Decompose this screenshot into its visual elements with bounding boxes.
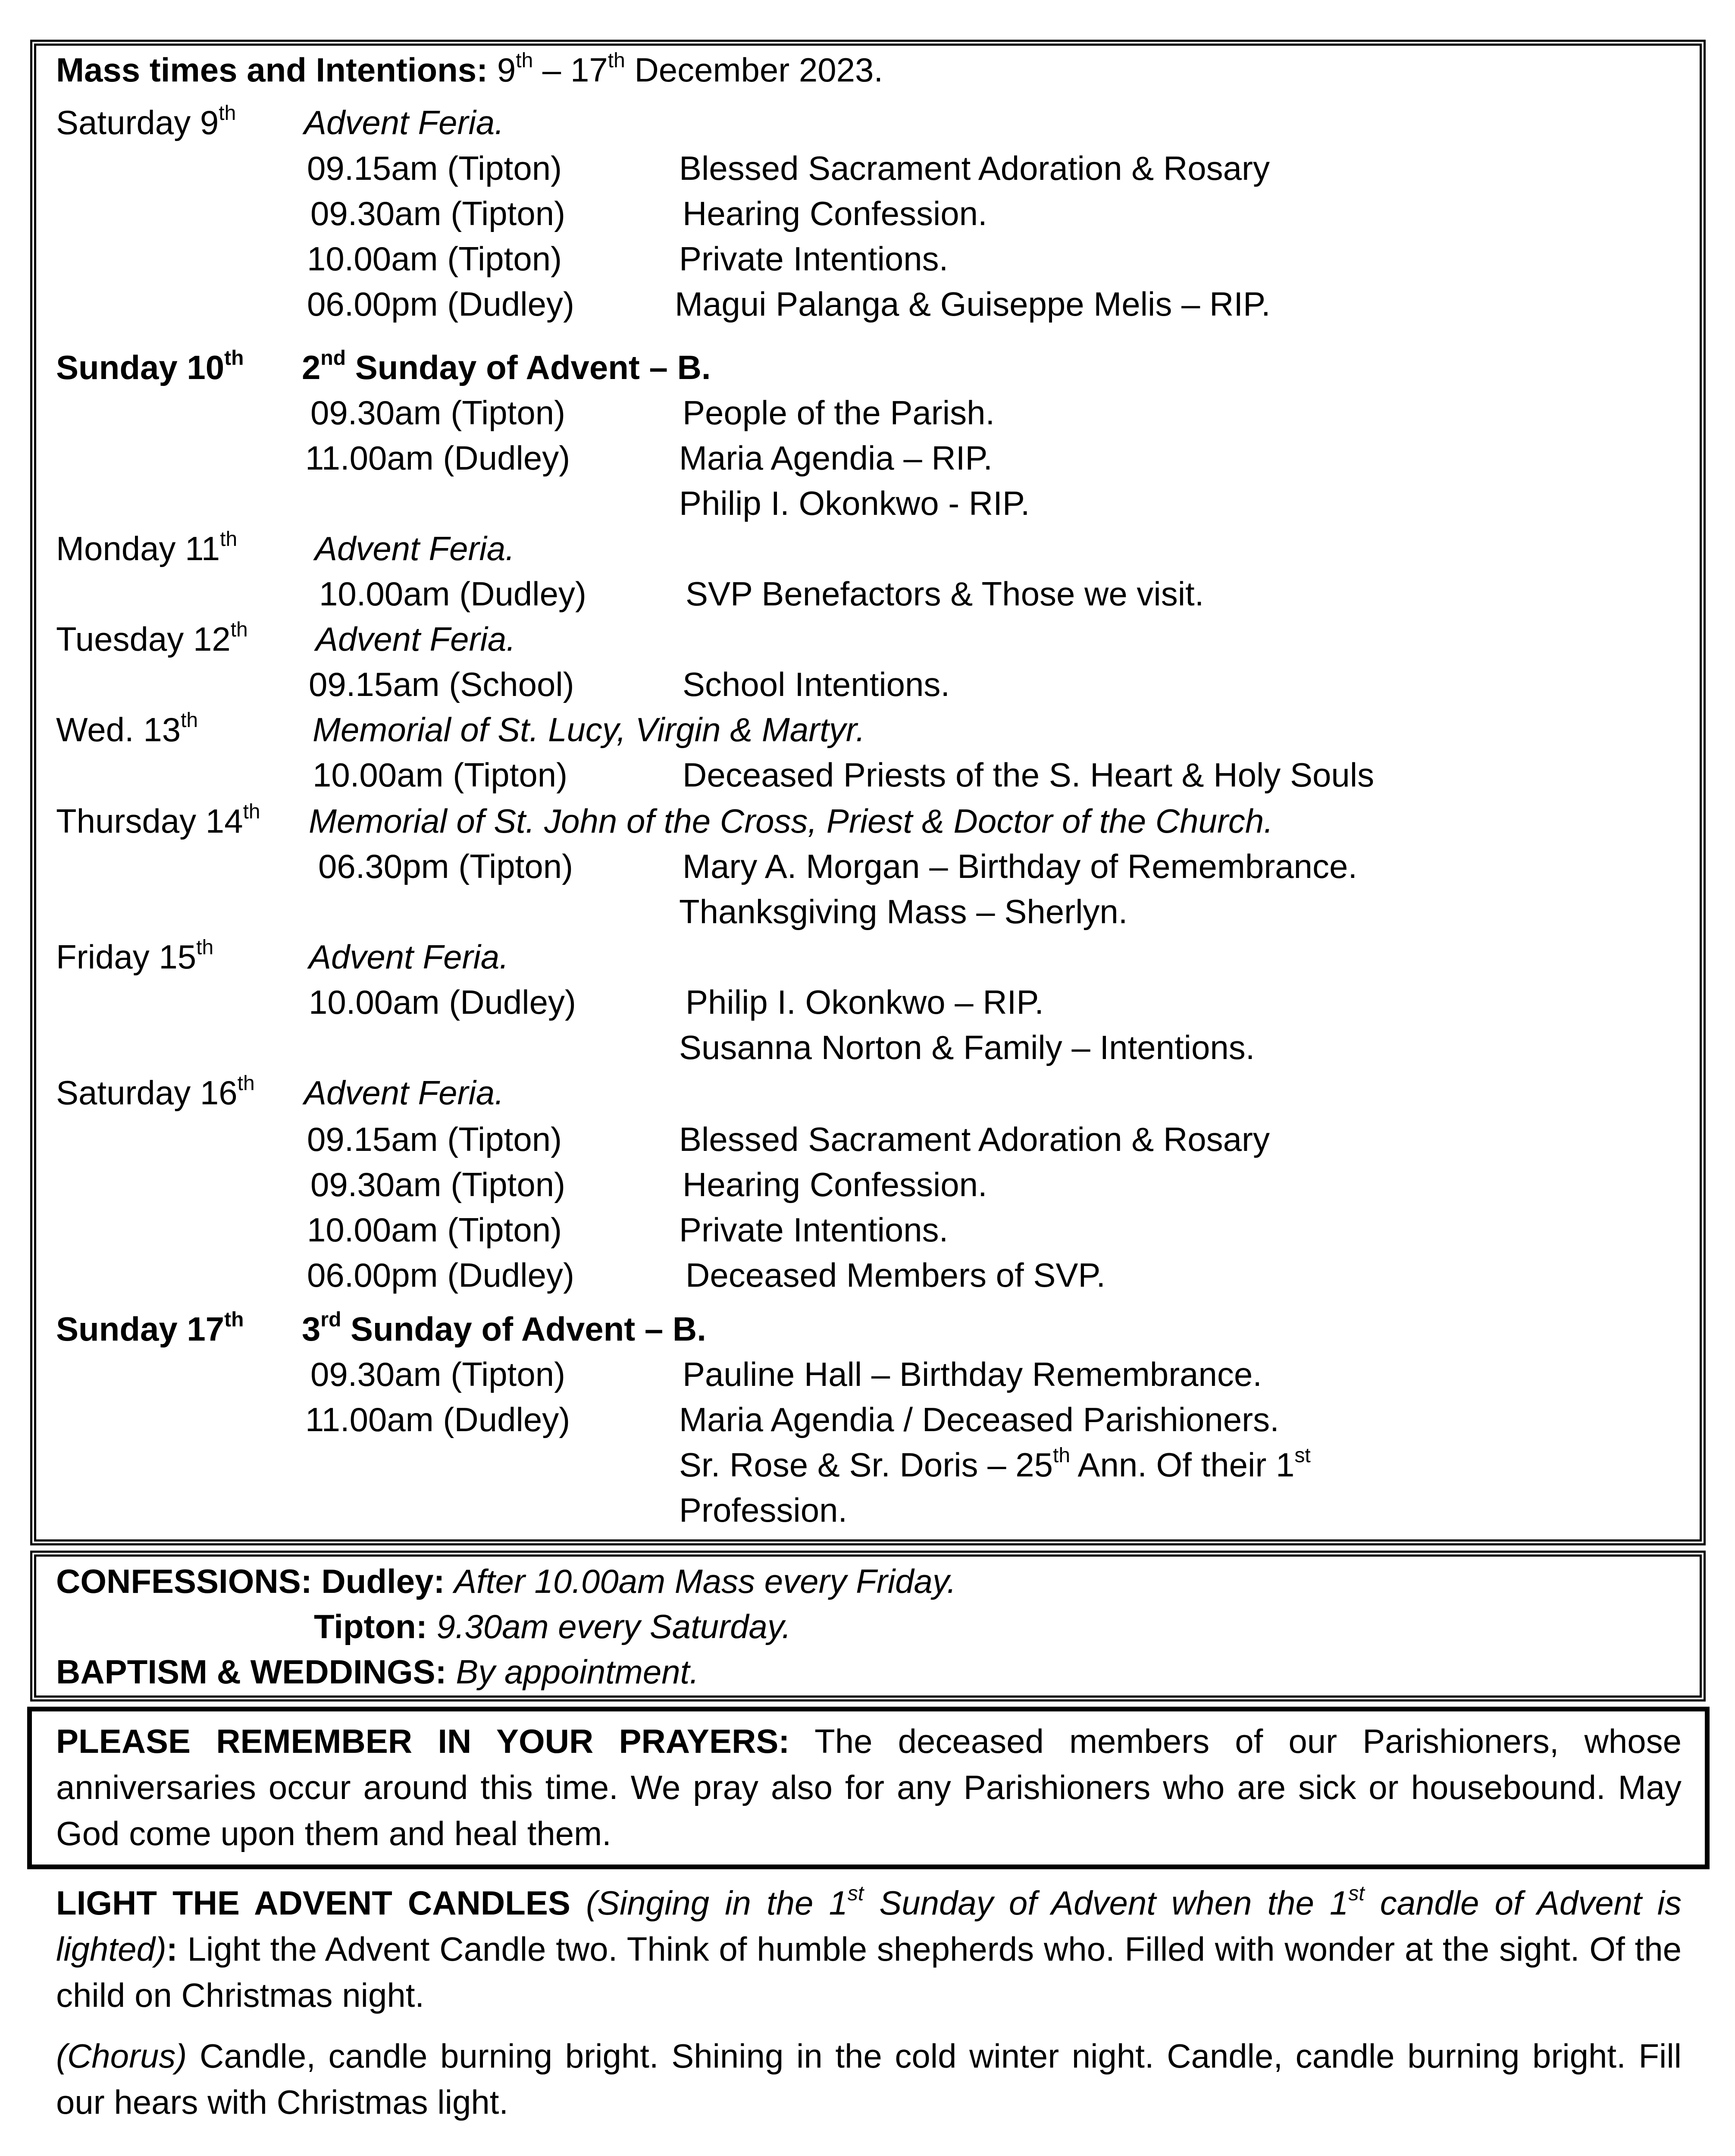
mass-intention: Magui Palanga & Guiseppe Melis – RIP. <box>675 285 1271 323</box>
mass-time: 10.00am (Dudley) <box>319 575 586 613</box>
feast-label: 2nd Sunday of Advent – B. <box>302 347 711 386</box>
mass-intention: Philip I. Okonkwo – RIP. <box>686 983 1044 1021</box>
ordinal-suffix: th <box>608 49 625 72</box>
ordinal-suffix: st <box>847 1882 864 1905</box>
mass-time: 10.00am (Tipton) <box>307 240 562 278</box>
mass-intention: Hearing Confession. <box>683 194 987 232</box>
feast-label: Advent Feria. <box>309 938 509 976</box>
chorus-paragraph <box>56 2033 1682 2125</box>
mass-time: 09.15am (Tipton) <box>307 149 562 187</box>
day-friday-15: Friday 15th <box>56 936 214 976</box>
ordinal-suffix: th <box>220 528 238 551</box>
mass-time: 09.15am (School) <box>309 665 574 703</box>
colon: : <box>166 1930 178 1968</box>
tipton-text: 9.30am every Saturday. <box>436 1608 791 1645</box>
dudley-text: After 10.00am Mass every Friday. <box>454 1562 956 1600</box>
ordinal-suffix: th <box>243 800 260 823</box>
mass-times-label: Mass times and Intentions: <box>56 51 488 89</box>
dudley-label: Dudley: <box>321 1562 445 1600</box>
mass-intention: Thanksgiving Mass – Sherlyn. <box>679 893 1128 931</box>
ordinal-suffix: th <box>237 1072 255 1095</box>
mass-intention: Susanna Norton & Family – Intentions. <box>679 1028 1255 1066</box>
mass-intention: Maria Agendia / Deceased Parishioners. <box>679 1401 1279 1438</box>
mass-intention: Blessed Sacrament Adoration & Rosary <box>679 1120 1270 1158</box>
date-range-start: 9 <box>497 51 516 89</box>
ordinal-suffix: th <box>1053 1444 1071 1467</box>
baptism-weddings <box>56 1649 699 1695</box>
mass-intention: Mary A. Morgan – Birthday of Remembrance. <box>683 847 1357 885</box>
mass-intention: Deceased Members of SVP. <box>686 1256 1106 1294</box>
day-thursday-14: Thursday 14th <box>56 800 260 840</box>
mass-intention: Philip I. Okonkwo - RIP. <box>679 484 1030 522</box>
mass-time: 09.30am (Tipton) <box>310 1166 566 1203</box>
mass-intention: Sr. Rose & Sr. Doris – 25th Ann. Of their 1st <box>679 1444 1311 1484</box>
ordinal-suffix: rd <box>320 1308 341 1331</box>
mass-time: 11.00am (Dudley) <box>305 439 570 477</box>
feast-label: Advent Feria. <box>315 530 515 567</box>
candles-verse: Light the Advent Candle two. Think of humble shepherds who. Filled with wonder at the sight. Of the child on Christmas night. <box>56 1930 1682 2014</box>
day-sunday-10: Sunday 10th <box>56 347 244 386</box>
baptism-label: BAPTISM & WEDDINGS: <box>56 1653 447 1691</box>
day-saturday-9: Saturday 9th <box>56 102 236 141</box>
candles-label: LIGHT THE ADVENT CANDLES <box>56 1884 570 1922</box>
ordinal-suffix: th <box>516 49 533 72</box>
mass-time: 06.00pm (Dudley) <box>307 285 574 323</box>
mass-time: 06.30pm (Tipton) <box>318 847 573 885</box>
mass-time: 06.00pm (Dudley) <box>307 1256 574 1294</box>
prayers-text: The deceased members of our Parishioners, whose anniversaries occur around this time. We pray also for any Parishioners who are sick or housebound. May God come upon them and heal them. <box>56 1722 1682 1852</box>
chorus-label: (Chorus) <box>56 2037 187 2075</box>
feast-label: Advent Feria. <box>316 620 516 658</box>
candles-note: (Singing in the 1st Sunday of Advent when the 1st candle of Advent is lighted) <box>56 1882 1682 1968</box>
ordinal-suffix: st <box>1294 1444 1311 1467</box>
mass-intention: SVP Benefactors & Those we visit. <box>686 575 1204 613</box>
feast-label: Advent Feria. <box>304 1074 504 1112</box>
date-range-mid: – 17 <box>533 51 608 89</box>
day-tuesday-12: Tuesday 12th <box>56 618 248 658</box>
ordinal-suffix: th <box>219 102 236 125</box>
ordinal-suffix: th <box>181 709 198 732</box>
feast-label: 3rd Sunday of Advent – B. <box>302 1308 706 1348</box>
ordinal-suffix: th <box>224 1308 244 1331</box>
mass-intention: Maria Agendia – RIP. <box>679 439 993 477</box>
confessions-tipton <box>314 1604 791 1649</box>
day-saturday-16: Saturday 16th <box>56 1072 255 1112</box>
mass-intention: Profession. <box>679 1491 848 1529</box>
mass-intention: Hearing Confession. <box>683 1166 987 1203</box>
mass-intention: Blessed Sacrament Adoration & Rosary <box>679 149 1270 187</box>
baptism-text: By appointment. <box>456 1653 699 1691</box>
mass-intention: Pauline Hall – Birthday Remembrance. <box>683 1355 1262 1393</box>
mass-time: 10.00am (Dudley) <box>309 983 576 1021</box>
mass-time: 11.00am (Dudley) <box>305 1401 570 1438</box>
ordinal-suffix: th <box>196 936 214 959</box>
ordinal-suffix: nd <box>320 347 346 370</box>
advent-candles-paragraph <box>56 1880 1682 2018</box>
prayers-label: PLEASE REMEMBER IN YOUR PRAYERS: <box>56 1722 790 1760</box>
ordinal-suffix: th <box>224 347 244 370</box>
mass-time: 09.30am (Tipton) <box>310 194 566 232</box>
tipton-label: Tipton: <box>314 1608 427 1645</box>
mass-time: 10.00am (Tipton) <box>307 1211 562 1249</box>
ordinal-suffix: th <box>230 618 248 641</box>
feast-label: Advent Feria. <box>304 103 504 141</box>
mass-intention: School Intentions. <box>683 665 950 703</box>
day-sunday-17: Sunday 17th <box>56 1308 244 1348</box>
confessions-dudley <box>56 1559 956 1604</box>
day-wednesday-13: Wed. 13th <box>56 709 198 749</box>
day-monday-11: Monday 11th <box>56 528 238 567</box>
mass-time: 10.00am (Tipton) <box>313 756 568 794</box>
mass-time: 09.30am (Tipton) <box>310 1355 566 1393</box>
prayers-paragraph <box>56 1718 1682 1857</box>
mass-intention: People of the Parish. <box>683 394 995 432</box>
mass-time: 09.15am (Tipton) <box>307 1120 562 1158</box>
mass-intention: Private Intentions. <box>679 240 949 278</box>
feast-label: Memorial of St. Lucy, Virgin & Martyr. <box>313 711 865 749</box>
mass-times-heading <box>56 47 883 93</box>
feast-label: Memorial of St. John of the Cross, Priest & Doctor of the Church. <box>309 802 1273 840</box>
confessions-label: CONFESSIONS: <box>56 1562 312 1600</box>
ordinal-suffix: st <box>1348 1882 1365 1905</box>
mass-intention: Private Intentions. <box>679 1211 949 1249</box>
chorus-text: Candle, candle burning bright. Shining in the cold winter night. Candle, candle burning bright. Fill our hears with Christmas light. <box>56 2037 1682 2121</box>
mass-time: 09.30am (Tipton) <box>310 394 566 432</box>
mass-intention: Deceased Priests of the S. Heart & Holy Souls <box>683 756 1375 794</box>
date-range-end: December 2023. <box>625 51 883 89</box>
